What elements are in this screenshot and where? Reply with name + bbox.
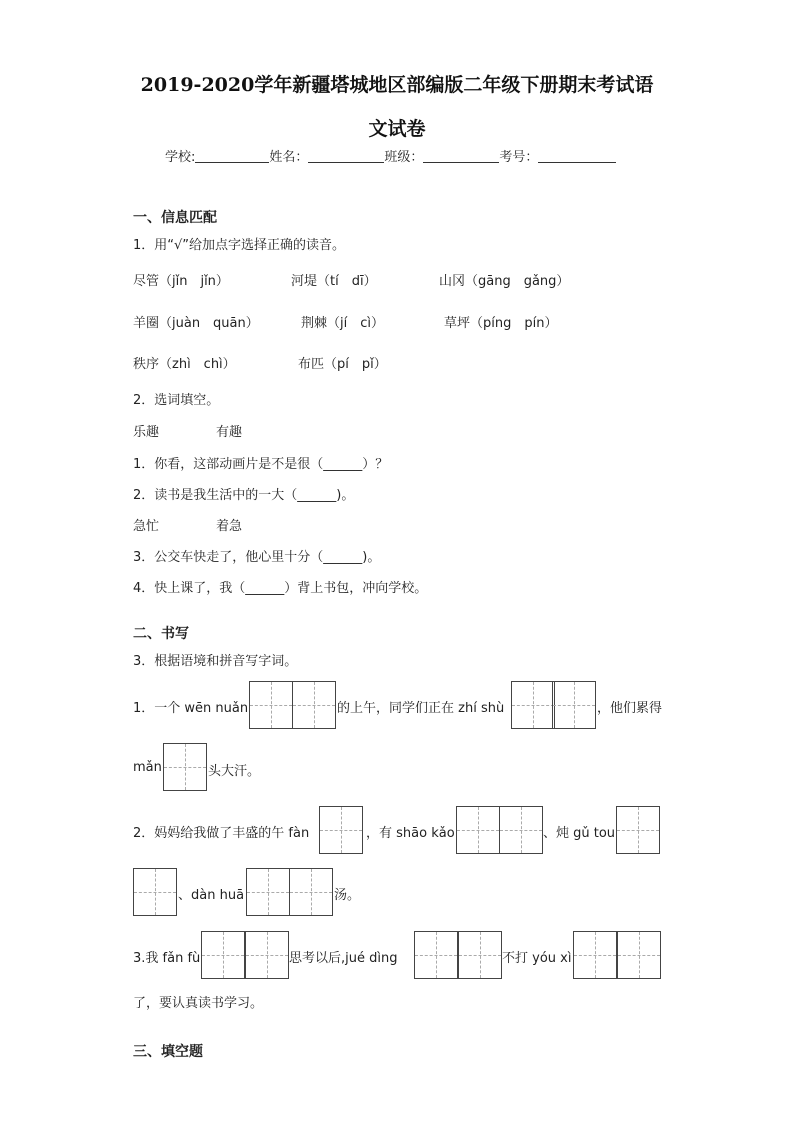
tianzige-box[interactable]	[133, 868, 177, 916]
q3-prompt: 3．根据语境和拼音写字词。	[133, 654, 298, 669]
pinyin-item: 河堤（tí dī）	[291, 274, 377, 289]
pinyin-item: 荆棘（jí cì）	[301, 316, 384, 331]
tianzige-box[interactable]	[499, 806, 543, 854]
name-field[interactable]	[308, 148, 384, 163]
pinyin-item: 羊圈（juàn quān）	[133, 316, 259, 331]
q2-prompt: 2．选词填空。	[133, 393, 220, 408]
tianzige-box[interactable]	[292, 681, 336, 729]
pinyin-item: 草坪（píng pín）	[444, 316, 558, 331]
exam-no-label: 考号：	[499, 150, 539, 165]
pinyin-item: 尽管（jǐn jǐn）	[133, 274, 229, 289]
writing-text: 、炖 gǔ tou	[543, 826, 616, 841]
tianzige-box[interactable]	[511, 681, 555, 729]
tianzige-box[interactable]	[552, 681, 596, 729]
tianzige-box[interactable]	[319, 806, 363, 854]
name-label: 姓名：	[269, 150, 309, 165]
school-field[interactable]	[195, 148, 269, 163]
section1-heading: 一、信息匹配	[133, 210, 217, 226]
page-title: 2019-2020学年新疆塔城地区部编版二年级下册期末考试语	[140, 74, 654, 96]
class-field[interactable]	[423, 148, 499, 163]
tianzige-box[interactable]	[245, 931, 289, 979]
tianzige-box[interactable]	[289, 868, 333, 916]
writing-text: ，有 shāo kǎo	[366, 826, 455, 841]
writing-text: 2．妈妈给我做了丰盛的午 fàn	[133, 826, 310, 841]
writing-text: 头大汗。	[208, 764, 261, 779]
student-info-row	[165, 146, 616, 165]
section3-heading: 三、填空题	[133, 1044, 203, 1060]
word-choice: 急忙	[133, 519, 160, 534]
pinyin-item: 布匹（pí pǐ）	[298, 357, 387, 372]
fill-sentence: 2．读书是我生活中的一大（______)。	[133, 488, 355, 503]
section2-heading: 二、书写	[133, 626, 189, 642]
tianzige-box[interactable]	[456, 806, 500, 854]
tianzige-box[interactable]	[414, 931, 458, 979]
class-label: 班级：	[384, 150, 424, 165]
q1-prompt: 1．用“√”给加点字选择正确的读音。	[133, 238, 346, 253]
writing-text: ，他们累得	[597, 701, 663, 716]
tianzige-box[interactable]	[163, 743, 207, 791]
pinyin-item: 秩序（zhì chì）	[133, 357, 236, 372]
school-label: 学校:	[165, 150, 196, 165]
word-choice: 乐趣	[133, 425, 160, 440]
page-title-line2: 文试卷	[368, 118, 426, 140]
word-choice: 着急	[216, 519, 243, 534]
word-choice: 有趣	[216, 425, 243, 440]
tianzige-box[interactable]	[616, 806, 660, 854]
writing-text: 的上午，同学们正在 zhí shù	[337, 701, 505, 716]
writing-text: 3.我 fǎn fù	[133, 951, 201, 966]
fill-sentence: 3．公交车快走了，他心里十分（______)。	[133, 550, 381, 565]
writing-text: 1．一个 wēn nuǎn	[133, 701, 249, 716]
writing-text: 、dàn huā	[178, 888, 245, 903]
writing-text: mǎn	[133, 760, 162, 775]
fill-sentence: 4．快上课了，我（______）背上书包，冲向学校。	[133, 581, 428, 596]
tianzige-box[interactable]	[458, 931, 502, 979]
fill-sentence: 1．你看，这部动画片是不是很（______）？	[133, 457, 389, 472]
tianzige-box[interactable]	[249, 681, 293, 729]
tianzige-box[interactable]	[201, 931, 245, 979]
writing-text: 不打 yóu xì	[502, 951, 572, 966]
writing-text: 了，要认真读书学习。	[133, 996, 264, 1011]
tianzige-box[interactable]	[617, 931, 661, 979]
tianzige-box[interactable]	[246, 868, 290, 916]
writing-text: 汤。	[334, 888, 361, 903]
tianzige-box[interactable]	[573, 931, 617, 979]
writing-text: 思考以后,jué dìng	[289, 951, 398, 966]
exam-no-field[interactable]	[538, 148, 616, 163]
pinyin-item: 山冈（gāng gǎng）	[439, 274, 570, 289]
